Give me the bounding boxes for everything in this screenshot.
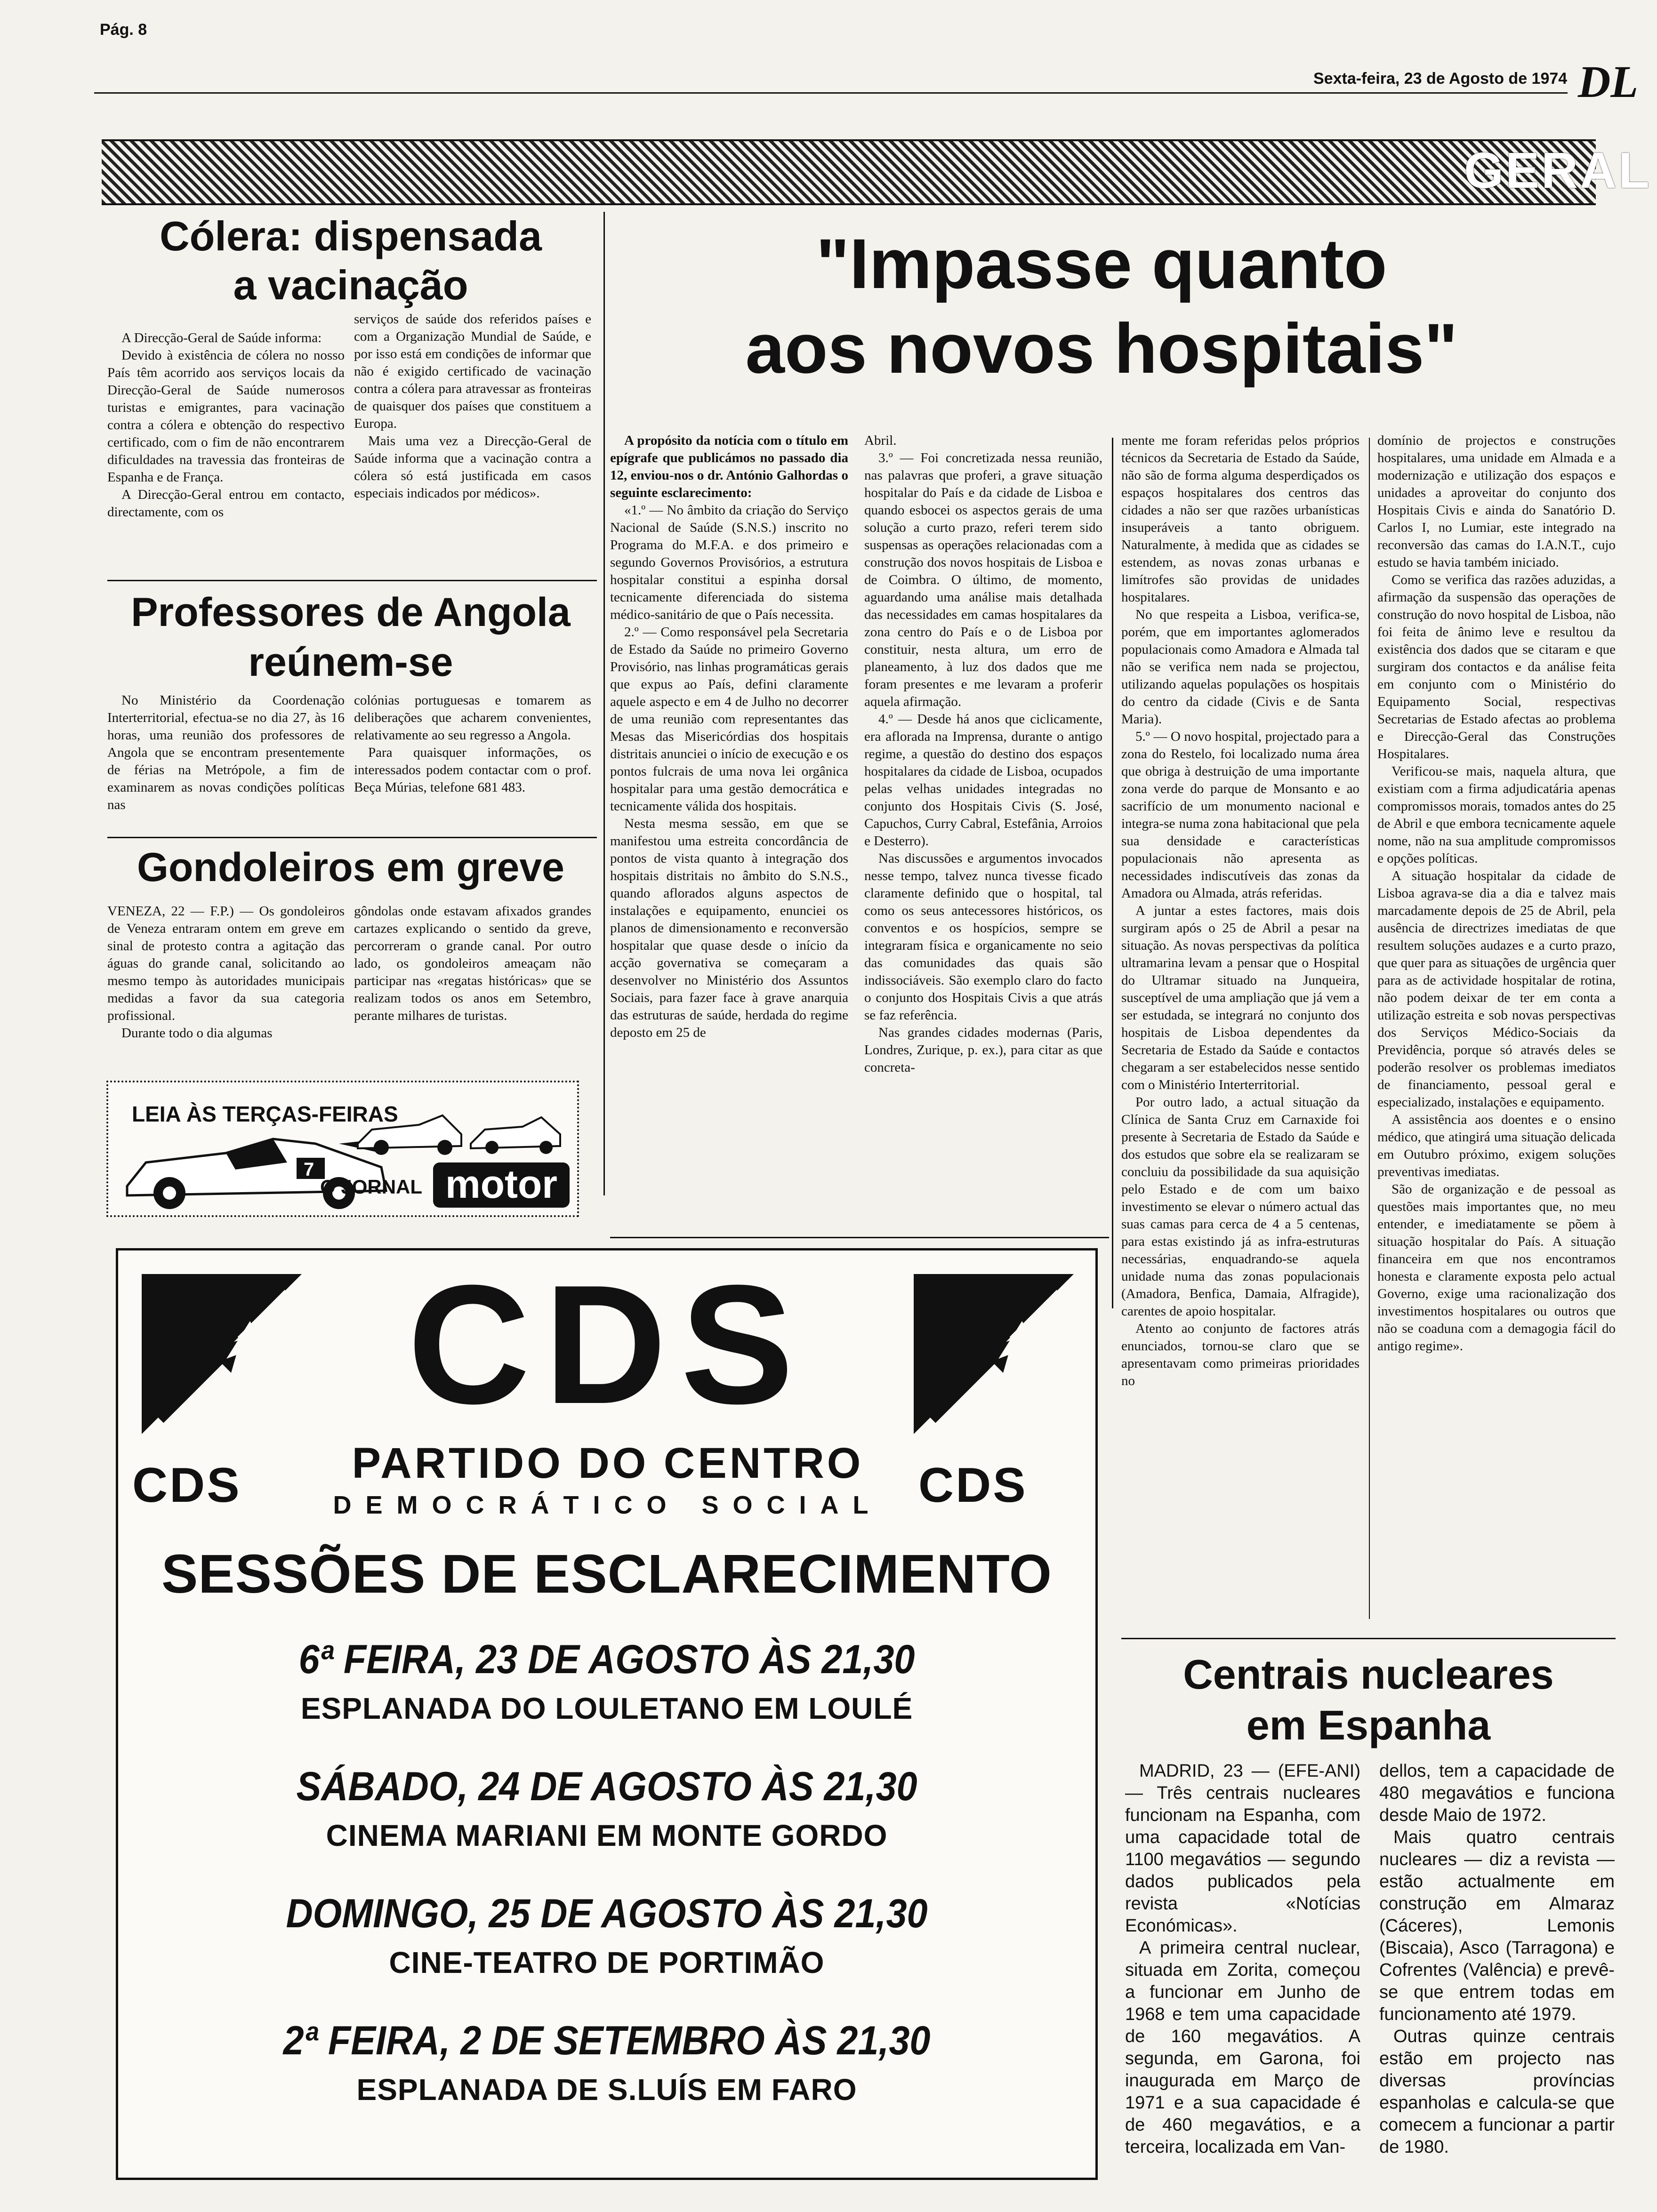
- colera-headline: [104, 212, 598, 310]
- angola-headline: [104, 587, 598, 687]
- svg-text:7: 7: [304, 1159, 314, 1180]
- paragraph: Para quaisquer informações, os interessados podem contactar com o prof. Beça Múrias, telefone 681 483.: [354, 745, 591, 795]
- motor-ad[interactable]: [106, 1081, 579, 1217]
- cds-party-line2: DEMOCRÁTICO SOCIAL: [333, 1491, 883, 1519]
- paragraph: domínio de projectos e construções hospitalares, uma unidade em Almada e a modernização e utilização dos espaços e unidades a aproveitar do conjunto dos Hospitais Civis e ainda do Sanatório D. Carlos I, no Lumiar, este integrado na reconversão das camas do I.A.N.T., cujo estudo se havia também iniciado.: [1377, 433, 1616, 570]
- header-rule: [94, 92, 1568, 94]
- hospitais-column-3: [1121, 432, 1359, 1618]
- paragraph: Devido à existência de cólera no nosso País têm acorrido aos serviços locais da Direcção-Geral de Saúde numerosos turistas e emigrantes, para vacinação contra a cólera e obtenção do respectivo certificado, com o fim de não encontrarem dificuldades na travessia das fronteiras de Espanha e de França.: [107, 348, 345, 485]
- hospitais-column-2: [864, 432, 1102, 1232]
- paragraph: 4.º — Desde há anos que ciclicamente, era aflorada na Imprensa, durante o antigo regime, a questão do destino dos espaços hospitalares da cidade de Lisboa, ocupados pelas velhas unidades integradas no conjunto dos Hospitais Civis (S. José, Capuchos, Curry Cabral, Estefânia, Arroios e Desterro).: [864, 712, 1102, 849]
- nucleares-headline: [1121, 1649, 1616, 1751]
- article-divider: [1121, 1638, 1616, 1639]
- motor-brand-logo: motor: [433, 1162, 570, 1208]
- paragraph: Abril.: [864, 433, 897, 448]
- paragraph: Como se verifica das razões aduzidas, a afirmação da suspensão das operações de construção do novo hospital de Lisboa, não foi feita de ânimo leve e resultou da existência dos dados que se citaram e que surgiram dos contactos e da análise feita em conjunto com o Ministério do Equipamento Social, respectivas Secretarias de Estado afectas ao problema e Direcção-Geral das Construções Hospitalares.: [1377, 572, 1616, 761]
- column-divider: [1369, 438, 1370, 1619]
- hospitais-column-1: [610, 432, 848, 1232]
- issue-date: Sexta-feira, 23 de Agosto de 1974: [1313, 70, 1568, 88]
- paragraph: A Direcção-Geral de Saúde informa:: [121, 330, 322, 345]
- cds-emblem-left-icon: [132, 1265, 311, 1443]
- intro-paragraph: A propósito da notícia com o título em epígrafe que publicámos no passado dia 12, enviou-nos o dr. António Galhordas o seguinte esclarecimento:: [610, 433, 848, 500]
- paragraph: No que respeita a Lisboa, verifica-se, porém, que em importantes aglomerados populacionais como Amadora e Almada tal não se verifica nem nada se projectou, utilizando aquelas populações os hospitais do centro da cidade (Civis e de Santa Maria).: [1121, 607, 1359, 727]
- section-label: GERAL: [1464, 142, 1651, 199]
- cds-big-logo: CDS: [407, 1250, 808, 1439]
- article-divider: [610, 1237, 1109, 1238]
- cds-small-logo-left: CDS: [132, 1458, 241, 1513]
- paragraph: Nas grandes cidades modernas (Paris, Londres, Zurique, p. ex.), para citar as que concreta-: [864, 1025, 1102, 1075]
- article-divider: [107, 837, 597, 838]
- article-divider: [107, 580, 597, 581]
- paragraph: A Direcção-Geral entrou em contacto, directamente, com os: [107, 487, 345, 520]
- column-divider: [1112, 438, 1113, 1308]
- paragraph: A juntar a estes factores, mais dois surgiram após o 25 de Abril a pesar na situação. As novas perspectivas da política ultramarina levam a pensar que o Hospital do Ultramar situado na Junqueira, susceptível de uma ampliação que já vem a ser estudada, se integrará no conjunto dos hospitais de Lisboa dependentes da Secretaria de Estado da Saúde e contactos chegaram a ser estabelecidos nesse sentido com o Ministério Interterritorial.: [1121, 903, 1359, 1092]
- motor-ad-tagline: LEIA ÀS TERÇAS-FEIRAS: [132, 1102, 398, 1126]
- paragraph: 3.º — Foi concretizada nessa reunião, nas palavras que proferi, a grave situação hospitalar do País e da cidade de Lisboa e quando esbocei os aspectos gerais de uma solução a curto prazo, referi terem sido suspensas as operações relacionadas com a construção dos novos hospitais de Lisboa e de Coimbra. O último, de momento, aguardando uma análise mais detalhada das necessidades em camas hospitalares da zona centro do País e o de Lisboa por constituir, nesta altura, um erro de planeamento, à luz dos dados que me foram presentes e me levaram a proferir aquela afirmação.: [864, 450, 1102, 709]
- cds-emblem-right-icon: [904, 1265, 1083, 1443]
- paragraph: Nesta mesma sessão, em que se manifestou uma estreita concordância de pontos de vista quanto à integração dos hospitais distritais no âmbito do S.N.S., quando aflorados alguns aspectos de instalações e equipamento, enunciei os planos de dimensionamento e reconversão hospitalar que quase desde o início da acção governativa se começaram a desenvolver no Ministério dos Assuntos Sociais, para fazer face à grave anarquia das estruturas de saúde, herdada do regime deposto em 25 de: [610, 816, 848, 1040]
- paragraph: Por outro lado, a actual situação da Clínica de Santa Cruz em Carnaxide foi presente à Secretaria de Estado da Saúde e dos estudos que sobre ela se realizaram se concluiu da possibilidade da sua aquisição pelo Estado e de com um baixo investimento se elevar o número actual das suas camas para cerca de 4 a 5 centenas, para estas existindo já as infra-estruturas necessárias, enquadrando-se aquela unidade numa das zonas populacionais (Amadora, Benfica, Damaia, Alfragide), carentes de apoio hospitalar.: [1121, 1095, 1359, 1319]
- event-date: DOMINGO, 25 DE AGOSTO ÀS 21,30: [286, 1891, 928, 1936]
- column-divider: [603, 212, 605, 1195]
- angola-column-1: [107, 692, 345, 833]
- paragraph: Durante todo o dia algumas: [121, 1026, 273, 1041]
- paragraph: Atento ao conjunto de factores atrás enunciados, tornou-se claro que se apresentavam como primeiras prioridades no: [1121, 1321, 1359, 1388]
- paragraph: A situação hospitalar da cidade de Lisboa agrava-se dia a dia e talvez mais marcadamente depois de 25 de Abril, pela ausência de directrizes imediatas de que resultem soluções audazes e a curto prazo, que quer para as situações de urgência quer para as de actividade hospitalar de rotina, não podem deixar de ter em conta a utilização estreita e sob novas perspectivas dos Serviços Médico-Sociais da Previdência, porque só através deles se poderão resolver os problemas imediatos de financiamento, pessoal geral e especializado, instalações e equipamento.: [1377, 868, 1616, 1110]
- section-band: [102, 139, 1596, 205]
- hospitais-title-line1: "Impasse quanto: [816, 224, 1387, 303]
- paragraph: Verificou-se mais, naquela altura, que existiam com a firma adjudicatária apenas compromissos morais, tomados antes do 25 de Abril e que embora tecnicamente aquele nome, não na sua amplitude compromissos e opções políticas.: [1377, 764, 1616, 866]
- paragraph: «1.º — No âmbito da criação do Serviço Nacional de Saúde (S.N.S.) inscrito no Programa do M.F.A. e dos primeiro e segundo Governos Provisórios, a estrutura hospitalar constitui a espinha dorsal tecnicamente diferenciada do sistema médico-sanitário de que o País necessita.: [610, 503, 848, 622]
- newspaper-logo: DL: [1578, 56, 1638, 107]
- event-venue: ESPLANADA DO LOULETANO EM LOULÉ: [300, 1691, 913, 1725]
- hospitais-title-line2: aos novos hospitais": [745, 309, 1458, 388]
- paragraph: colónias portuguesas e tomarem as deliberações que acharem convenientes, relativamente ao seu regresso a Angola.: [354, 693, 591, 743]
- paragraph: Nas discussões e argumentos invocados nesse tempo, talvez nunca tivesse ficado claramente definido que o hospital, tal como os seus antecessores históricos, os conventos e os hospícios, sempre se integraram física e organicamente no seio das comunidades das quais são indissociáveis. São exemplo claro do facto o conjunto dos Hospitais Civis a que atrás se faz referência.: [864, 851, 1102, 1023]
- gondoleiros-column-2: [354, 903, 591, 1063]
- event-date: 6ª FEIRA, 23 DE AGOSTO ÀS 21,30: [298, 1637, 915, 1682]
- paragraph: gôndolas onde estavam afixados grandes cartazes explicando o sentido da greve, percorreram o grande canal. Por outro lado, os gondoleiros ameaçam não participar nas «regatas históricas» que se realizam todos os anos em Setembro, perante milhares de turistas.: [354, 904, 591, 1023]
- paragraph: 5.º — O novo hospital, projectado para a zona do Restelo, foi localizado numa área que obriga à destruição de uma importante zona verde do parque de Monsanto e ao sacrifício de um monumento nacional e integra-se numa zona habitacional que pela sua densidade e características populacionais não apresenta as necessidades indiscutíveis das zonas da Amadora ou Almada, atrás referidas.: [1121, 729, 1359, 901]
- paragraph: São de organização e de pessoal as questões mais importantes que, no meu entender, e imediatamente se põem à situação hospitalar do País. A situação financeira em que nos encontramos honesta e claramente exposta pelo actual Governo, exige uma racionalização dos investimentos hospitalares ou outros que não se coaduna com a demagogia fácil do antigo regime».: [1377, 1182, 1616, 1354]
- angola-title-line1: Professores de Angola: [131, 590, 571, 635]
- angola-title-line2: reúnem-se: [248, 640, 453, 685]
- motor-ad-jornal: O JORNAL: [320, 1176, 423, 1198]
- nucleares-title-line1: Centrais nucleares: [1183, 1651, 1554, 1698]
- event-venue: CINEMA MARIANI EM MONTE GORDO: [326, 1819, 888, 1852]
- nucleares-column-1: [1125, 1760, 1360, 2184]
- paragraph: A assistência aos doentes e o ensino médico, que atingirá uma situação delicada em Outubro próximo, exigem soluções preventivas imediatas.: [1377, 1112, 1616, 1179]
- paragraph: No Ministério da Coordenação Interterritorial, efectua-se no dia 27, às 16 horas, uma reunião dos professores de Angola que se encontram presentemente de férias na Metrópole, a fim de examinarem as novas condições políticas nas: [107, 693, 345, 812]
- cds-advertisement[interactable]: [116, 1248, 1098, 2180]
- small-race-cars-icon: [353, 1106, 570, 1158]
- event-date: SÁBADO, 24 DE AGOSTO ÀS 21,30: [296, 1764, 917, 1809]
- page-number: Pág. 8: [100, 21, 147, 39]
- event-date: 2ª FEIRA, 2 DE SETEMBRO ÀS 21,30: [283, 2018, 931, 2063]
- paragraph: VENEZA, 22 — F.P.) — Os gondoleiros de Veneza entraram ontem em greve em sinal de protesto contra a agitação das águas do grande canal, solicitando ao mesmo tempo às autoridades municipais medidas a favor da sua categoria profissional.: [107, 904, 345, 1023]
- paragraph: MADRID, 23 — (EFE-ANI) — Três centrais nucleares funcionam na Espanha, com uma capacidade total de 1100 megavátios — segundo dados publicados pela revista «Notícias Económicas».: [1125, 1761, 1360, 1936]
- paragraph: A primeira central nuclear, situada em Zorita, começou a funcionar em Junho de 1968 e tem uma capacidade de 160 megavátios. A segunda, em Garona, foi inaugurada em Março de 1971 e a sua capacidade é de 460 megavátios, e a terceira, localizada em Van-: [1125, 1938, 1360, 2157]
- paragraph: Mais quatro centrais nucleares — diz a revista — estão actualmente em construção em Almaraz (Cáceres), Lemonis (Biscaia), Asco (Tarragona) e Cofrentes (Valência) e prevê-se que entrem todas em funcionamento até 1979.: [1379, 1827, 1615, 2024]
- paragraph: serviços de saúde dos referidos países e com a Organização Mundial de Saúde, e por isso está em condições de informar que não é exigido certificado de vacinação contra a cólera para atravessar as fronteiras de quaisquer dos países que constituem a Europa.: [354, 312, 591, 431]
- colera-title-line2: a vacinação: [233, 262, 468, 308]
- colera-column-1: [107, 329, 345, 574]
- paragraph: mente me foram referidas pelos próprios técnicos da Secretaria de Estado da Saúde, não são de forma alguma desperdiçados os espaços hospitalares dos centros das cidades a não ser que razões urbanísticas insuperáveis a tanto obriguem. Naturalmente, à medida que as cidades se estendem, as novas zonas urbanas e limítrofes são providas de unidades hospitalares.: [1121, 433, 1359, 605]
- paragraph: Mais uma vez a Direcção-Geral de Saúde informa que a vacinação contra a cólera só está justificada em casos especiais indicados por médicos».: [354, 433, 591, 501]
- paragraph: Outras quinze centrais estão em projecto nas diversas províncias espanholas e calcula-se que comecem a funcionar a partir de 1980.: [1379, 2027, 1615, 2157]
- cds-small-logo-right: CDS: [918, 1458, 1028, 1513]
- nucleares-title-line2: em Espanha: [1246, 1702, 1491, 1748]
- gondoleiros-headline: Gondoleiros em greve: [137, 845, 565, 890]
- cds-party-line1: PARTIDO DO CENTRO: [352, 1439, 864, 1487]
- cds-sessions-title: SESSÕES DE ESCLARECIMENTO: [161, 1543, 1053, 1604]
- event-venue: ESPLANADA DE S.LUÍS EM FARO: [356, 2073, 857, 2107]
- nucleares-column-2: [1379, 1760, 1615, 2184]
- gondoleiros-column-1: [107, 903, 345, 1063]
- colera-column-2: [354, 311, 591, 574]
- paragraph: dellos, tem a capacidade de 480 megavátios e funciona desde Maio de 1972.: [1379, 1761, 1615, 1825]
- paragraph: 2.º — Como responsável pela Secretaria de Estado da Saúde no primeiro Governo Provisório, nas linhas programáticas gerais que expus ao País, defini claramente aquele aspecto e em 4 de Julho no decorrer de uma reunião com representantes das Mesas das Misericórdias dos hospitais distritais anunciei o início de execução e os pontos fulcrais de uma nova lei orgânica hospitalar para uma gestão democrática e tecnicamente válida dos hospitais.: [610, 625, 848, 814]
- event-venue: CINE-TEATRO DE PORTIMÃO: [389, 1946, 825, 1980]
- hospitais-column-4: [1377, 432, 1616, 1618]
- angola-column-2: [354, 692, 591, 833]
- hospitais-headline: [612, 221, 1591, 391]
- colera-title-line1: Cólera: dispensada: [160, 213, 542, 259]
